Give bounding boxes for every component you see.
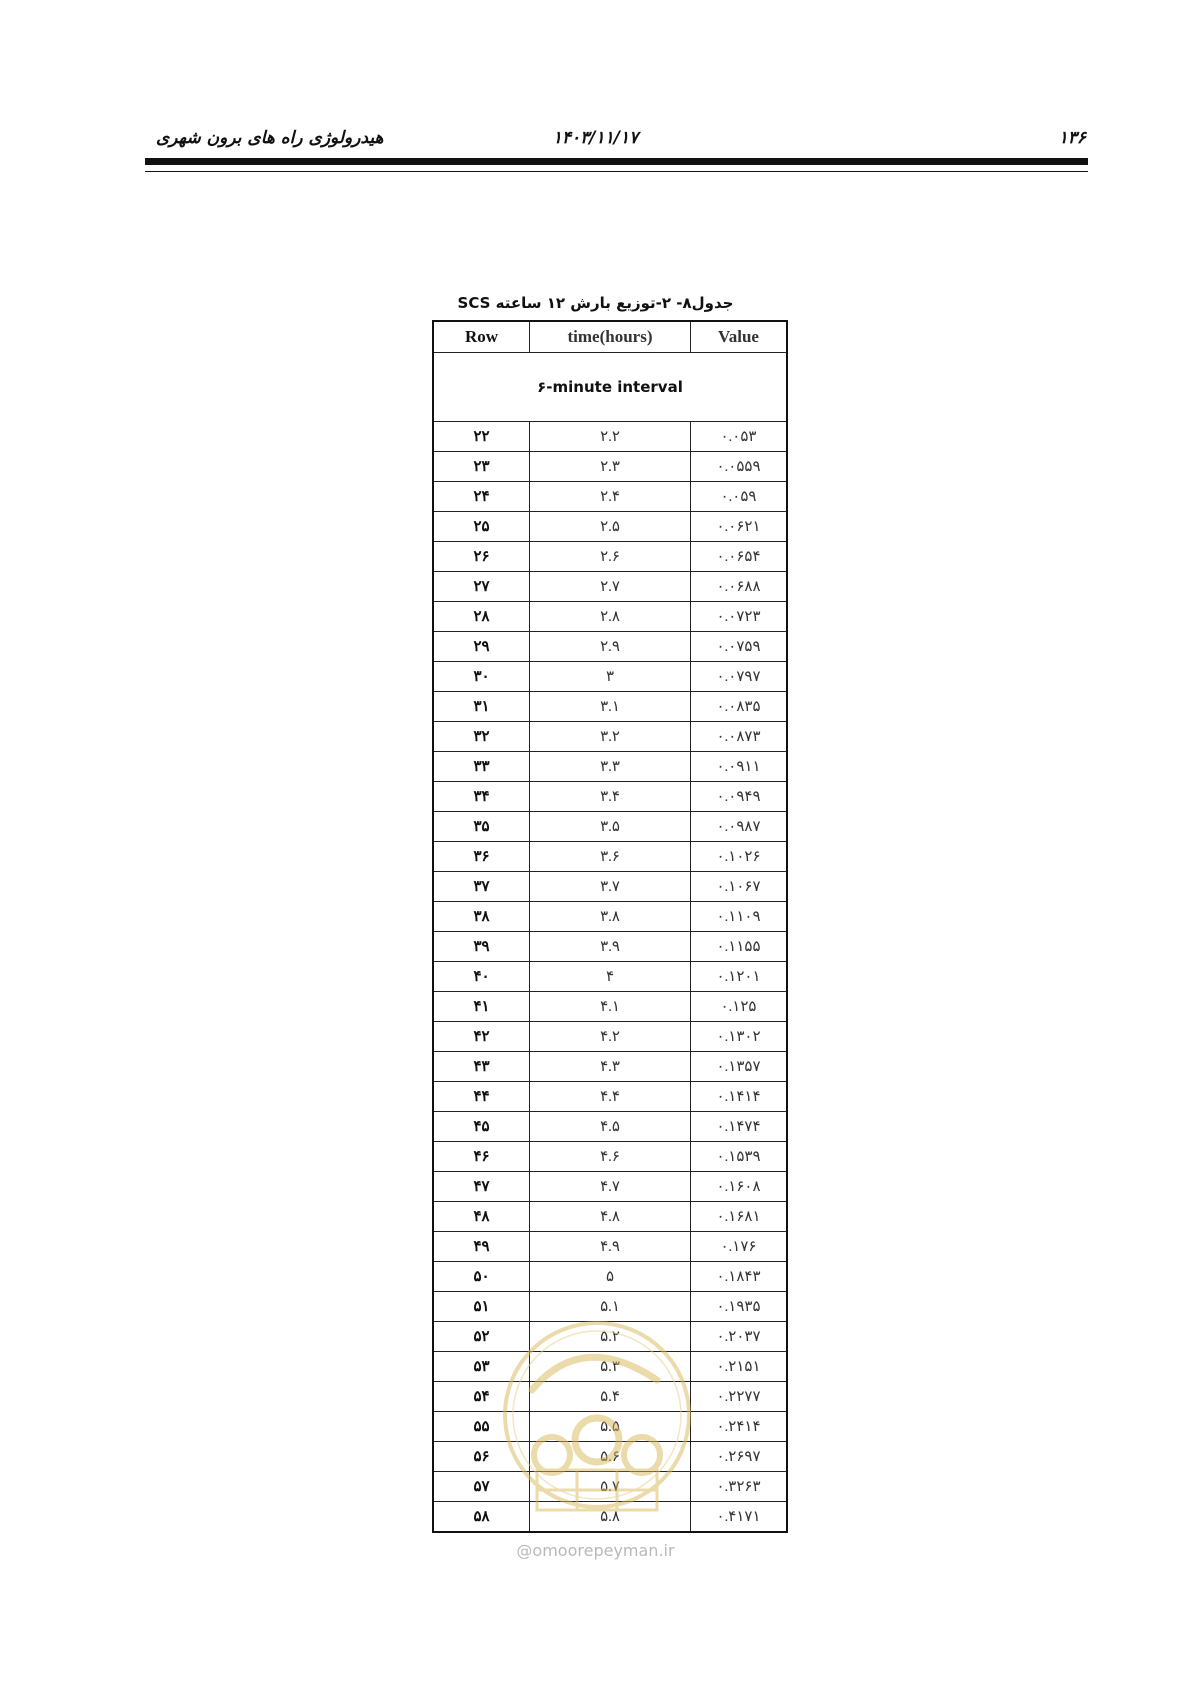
time-cell: ۵.۵ — [530, 1412, 691, 1442]
time-cell: ۴.۲ — [530, 1022, 691, 1052]
value-cell: ۰.۰۸۷۳ — [691, 722, 788, 752]
table-row — [433, 452, 787, 482]
column-header-value: Value — [691, 321, 788, 353]
time-cell: ۲.۴ — [530, 482, 691, 512]
table-row — [433, 662, 787, 692]
value-cell: ۰.۰۹۸۷ — [691, 812, 788, 842]
table-row — [433, 572, 787, 602]
time-cell: ۵ — [530, 1262, 691, 1292]
time-cell: ۲.۳ — [530, 452, 691, 482]
row-number-cell: ۵۷ — [433, 1472, 530, 1502]
value-cell: ۰.۰۸۳۵ — [691, 692, 788, 722]
row-number-cell: ۲۳ — [433, 452, 530, 482]
row-number-cell: ۳۹ — [433, 932, 530, 962]
running-header-date: ۱۴۰۳/۱۱/۱۷ — [552, 128, 639, 148]
value-cell: ۰.۱۱۵۵ — [691, 932, 788, 962]
table-row — [433, 632, 787, 662]
time-cell: ۴ — [530, 962, 691, 992]
row-number-cell: ۴۸ — [433, 1202, 530, 1232]
column-header-time: time(hours) — [530, 321, 691, 353]
column-header-row: Row — [433, 321, 530, 353]
value-cell: ۰.۲۶۹۷ — [691, 1442, 788, 1472]
row-number-cell: ۳۸ — [433, 902, 530, 932]
value-cell: ۰.۰۵۵۹ — [691, 452, 788, 482]
row-number-cell: ۵۸ — [433, 1502, 530, 1533]
interval-label: ۶-minute interval — [433, 353, 787, 422]
time-cell: ۳ — [530, 662, 691, 692]
row-number-cell: ۲۷ — [433, 572, 530, 602]
time-cell: ۲.۷ — [530, 572, 691, 602]
table-row — [433, 1142, 787, 1172]
row-number-cell: ۴۰ — [433, 962, 530, 992]
value-cell: ۰.۲۲۷۷ — [691, 1382, 788, 1412]
value-cell: ۰.۱۸۴۳ — [691, 1262, 788, 1292]
value-cell: ۰.۱۹۳۵ — [691, 1292, 788, 1322]
time-cell: ۵.۳ — [530, 1352, 691, 1382]
value-cell: ۰.۱۶۸۱ — [691, 1202, 788, 1232]
row-number-cell: ۴۱ — [433, 992, 530, 1022]
row-number-cell: ۳۱ — [433, 692, 530, 722]
row-number-cell: ۵۴ — [433, 1382, 530, 1412]
table-row — [433, 482, 787, 512]
table-row — [433, 812, 787, 842]
table-row — [433, 1292, 787, 1322]
row-number-cell: ۳۳ — [433, 752, 530, 782]
time-cell: ۲.۸ — [530, 602, 691, 632]
table-row — [433, 902, 787, 932]
row-number-cell: ۲۶ — [433, 542, 530, 572]
header-rule-thin — [145, 171, 1088, 172]
time-cell: ۵.۷ — [530, 1472, 691, 1502]
time-cell: ۴.۵ — [530, 1112, 691, 1142]
value-cell: ۰.۰۶۲۱ — [691, 512, 788, 542]
table-row — [433, 872, 787, 902]
watermark-url: @omoorepeyman.ir — [516, 1541, 675, 1560]
time-cell: ۳.۱ — [530, 692, 691, 722]
time-cell: ۲.۲ — [530, 422, 691, 452]
time-cell: ۲.۶ — [530, 542, 691, 572]
running-header-title: هیدرولوژی راه های برون شهری — [156, 128, 384, 148]
table-row — [433, 542, 787, 572]
value-cell: ۰.۰۵۳ — [691, 422, 788, 452]
row-number-cell: ۵۳ — [433, 1352, 530, 1382]
time-cell: ۵.۸ — [530, 1502, 691, 1533]
row-number-cell: ۵۵ — [433, 1412, 530, 1442]
row-number-cell: ۴۵ — [433, 1112, 530, 1142]
table-row — [433, 1232, 787, 1262]
table-row — [433, 1502, 787, 1533]
table-row — [433, 782, 787, 812]
row-number-cell: ۳۵ — [433, 812, 530, 842]
table-header-row — [433, 321, 787, 353]
value-cell: ۰.۱۳۵۷ — [691, 1052, 788, 1082]
time-cell: ۴.۱ — [530, 992, 691, 1022]
value-cell: ۰.۱۵۳۹ — [691, 1142, 788, 1172]
row-number-cell: ۵۱ — [433, 1292, 530, 1322]
value-cell: ۰.۲۴۱۴ — [691, 1412, 788, 1442]
time-cell: ۴.۹ — [530, 1232, 691, 1262]
value-cell: ۰.۱۰۲۶ — [691, 842, 788, 872]
table-row — [433, 1412, 787, 1442]
table-row — [433, 1352, 787, 1382]
value-cell: ۰.۱۱۰۹ — [691, 902, 788, 932]
row-number-cell: ۳۰ — [433, 662, 530, 692]
time-cell: ۳.۸ — [530, 902, 691, 932]
row-number-cell: ۲۴ — [433, 482, 530, 512]
row-number-cell: ۵۰ — [433, 1262, 530, 1292]
value-cell: ۰.۱۲۰۱ — [691, 962, 788, 992]
time-cell: ۳.۷ — [530, 872, 691, 902]
value-cell: ۰.۰۶۵۴ — [691, 542, 788, 572]
value-cell: ۰.۲۰۳۷ — [691, 1322, 788, 1352]
time-cell: ۳.۹ — [530, 932, 691, 962]
time-cell: ۳.۴ — [530, 782, 691, 812]
table-row — [433, 1442, 787, 1472]
value-cell: ۰.۰۷۲۳ — [691, 602, 788, 632]
row-number-cell: ۴۳ — [433, 1052, 530, 1082]
table-row — [433, 1382, 787, 1412]
table-row — [433, 842, 787, 872]
row-number-cell: ۳۴ — [433, 782, 530, 812]
table-row — [433, 602, 787, 632]
table-row — [433, 1172, 787, 1202]
table-row — [433, 1052, 787, 1082]
row-number-cell: ۳۶ — [433, 842, 530, 872]
row-number-cell: ۴۹ — [433, 1232, 530, 1262]
table-row — [433, 1022, 787, 1052]
table-row — [433, 722, 787, 752]
time-cell: ۴.۶ — [530, 1142, 691, 1172]
time-cell: ۲.۵ — [530, 512, 691, 542]
time-cell: ۳.۳ — [530, 752, 691, 782]
table-row — [433, 1262, 787, 1292]
row-number-cell: ۴۷ — [433, 1172, 530, 1202]
table-caption: جدول۸- ۲-توزیع بارش ۱۲ ساعته SCS — [457, 294, 734, 312]
table-row — [433, 752, 787, 782]
time-cell: ۳.۵ — [530, 812, 691, 842]
time-cell: ۴.۸ — [530, 1202, 691, 1232]
table-row — [433, 422, 787, 452]
value-cell: ۰.۱۶۰۸ — [691, 1172, 788, 1202]
table-row — [433, 1322, 787, 1352]
row-number-cell: ۲۵ — [433, 512, 530, 542]
row-number-cell: ۳۷ — [433, 872, 530, 902]
row-number-cell: ۲۲ — [433, 422, 530, 452]
time-cell: ۵.۲ — [530, 1322, 691, 1352]
row-number-cell: ۲۸ — [433, 602, 530, 632]
time-cell: ۴.۷ — [530, 1172, 691, 1202]
page-number: ۱۳۶ — [1058, 128, 1086, 148]
value-cell: ۰.۰۹۴۹ — [691, 782, 788, 812]
value-cell: ۰.۱۷۶ — [691, 1232, 788, 1262]
row-number-cell: ۳۲ — [433, 722, 530, 752]
time-cell: ۳.۲ — [530, 722, 691, 752]
value-cell: ۰.۰۷۹۷ — [691, 662, 788, 692]
table-row — [433, 1112, 787, 1142]
value-cell: ۰.۱۰۶۷ — [691, 872, 788, 902]
table-row — [433, 1472, 787, 1502]
time-cell: ۵.۶ — [530, 1442, 691, 1472]
table-row — [433, 992, 787, 1022]
table-row — [433, 1202, 787, 1232]
value-cell: ۰.۳۲۶۳ — [691, 1472, 788, 1502]
value-cell: ۰.۱۳۰۲ — [691, 1022, 788, 1052]
time-cell: ۳.۶ — [530, 842, 691, 872]
row-number-cell: ۲۹ — [433, 632, 530, 662]
table-row — [433, 962, 787, 992]
value-cell: ۰.۱۴۱۴ — [691, 1082, 788, 1112]
value-cell: ۰.۱۲۵ — [691, 992, 788, 1022]
value-cell: ۰.۴۱۷۱ — [691, 1502, 788, 1533]
time-cell: ۵.۴ — [530, 1382, 691, 1412]
time-cell: ۵.۱ — [530, 1292, 691, 1322]
value-cell: ۰.۱۴۷۴ — [691, 1112, 788, 1142]
table-row — [433, 692, 787, 722]
value-cell: ۰.۰۹۱۱ — [691, 752, 788, 782]
time-cell: ۴.۳ — [530, 1052, 691, 1082]
row-number-cell: ۴۶ — [433, 1142, 530, 1172]
table-row — [433, 932, 787, 962]
row-number-cell: ۵۲ — [433, 1322, 530, 1352]
row-number-cell: ۴۴ — [433, 1082, 530, 1112]
row-number-cell: ۴۲ — [433, 1022, 530, 1052]
row-number-cell: ۵۶ — [433, 1442, 530, 1472]
rainfall-distribution-table — [432, 320, 788, 1533]
value-cell: ۰.۰۶۸۸ — [691, 572, 788, 602]
value-cell: ۰.۲۱۵۱ — [691, 1352, 788, 1382]
table-row — [433, 512, 787, 542]
header-rule-thick — [145, 158, 1088, 165]
value-cell: ۰.۰۵۹ — [691, 482, 788, 512]
table-row — [433, 1082, 787, 1112]
value-cell: ۰.۰۷۵۹ — [691, 632, 788, 662]
interval-row — [433, 353, 787, 422]
time-cell: ۴.۴ — [530, 1082, 691, 1112]
time-cell: ۲.۹ — [530, 632, 691, 662]
